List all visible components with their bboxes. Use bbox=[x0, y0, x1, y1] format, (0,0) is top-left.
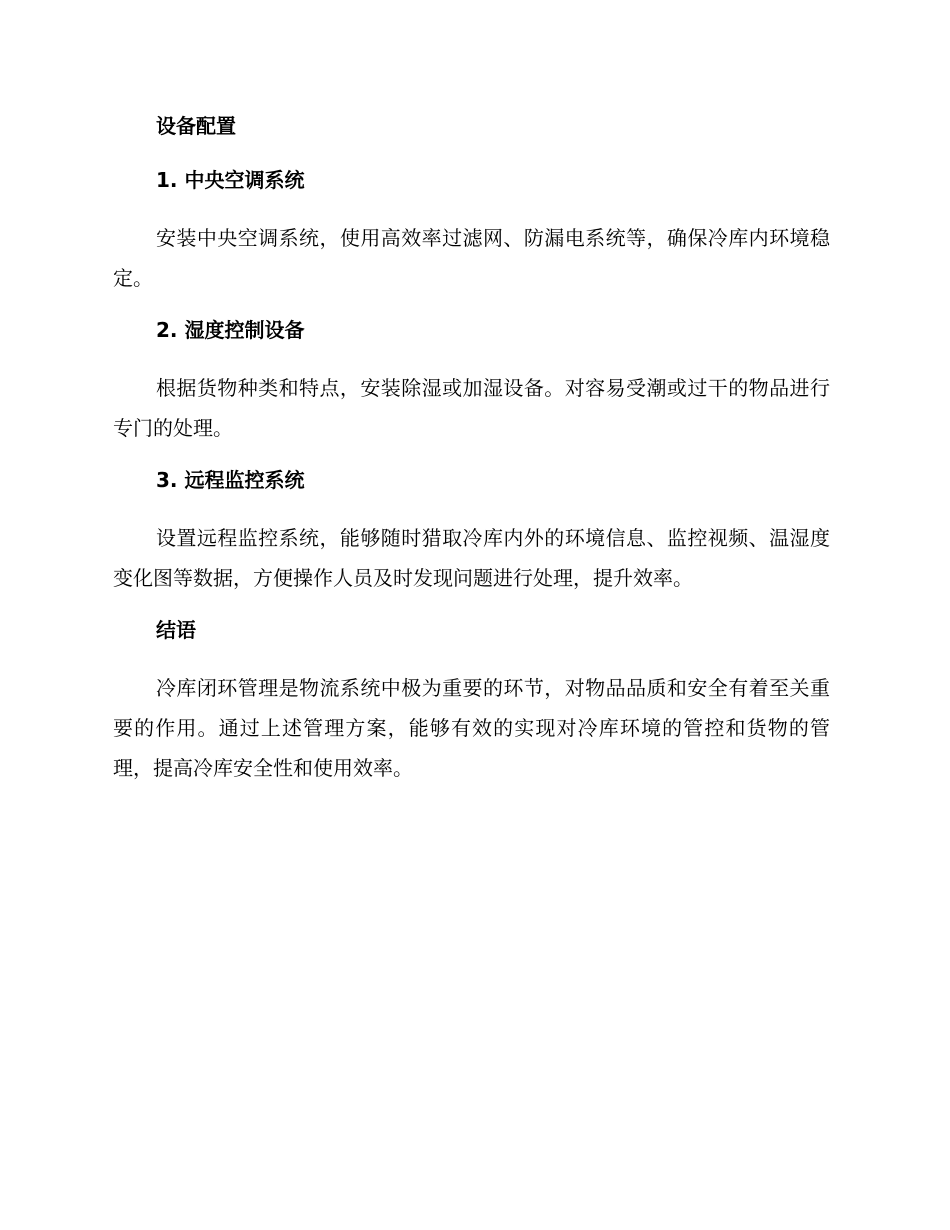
paragraph-conclusion: 冷库闭环管理是物流系统中极为重要的环节，对物品品质和安全有着至关重要的作用。通过上述管理方案，能够有效的实现对冷库环境的管控和货物的管理，提高冷库安全性和使用效率。 bbox=[113, 676, 830, 780]
subheading-remote-monitoring: 3. 远程监控系统 bbox=[156, 468, 305, 492]
paragraph-central-ac: 安装中央空调系统，使用高效率过滤网、防漏电系统等，确保冷库内环境稳定。 bbox=[113, 226, 830, 290]
section-heading-equipment: 设备配置 bbox=[156, 114, 236, 138]
subheading-humidity-control: 2. 湿度控制设备 bbox=[156, 318, 305, 342]
subheading-central-ac: 1. 中央空调系统 bbox=[156, 168, 305, 192]
section-heading-conclusion: 结语 bbox=[156, 618, 196, 642]
paragraph-humidity-control: 根据货物种类和特点，安装除湿或加湿设备。对容易受潮或过干的物品进行专门的处理。 bbox=[113, 376, 830, 440]
paragraph-remote-monitoring: 设置远程监控系统，能够随时猎取冷库内外的环境信息、监控视频、温湿度变化图等数据，方便操作人员及时发现问题进行处理，提升效率。 bbox=[113, 526, 830, 590]
